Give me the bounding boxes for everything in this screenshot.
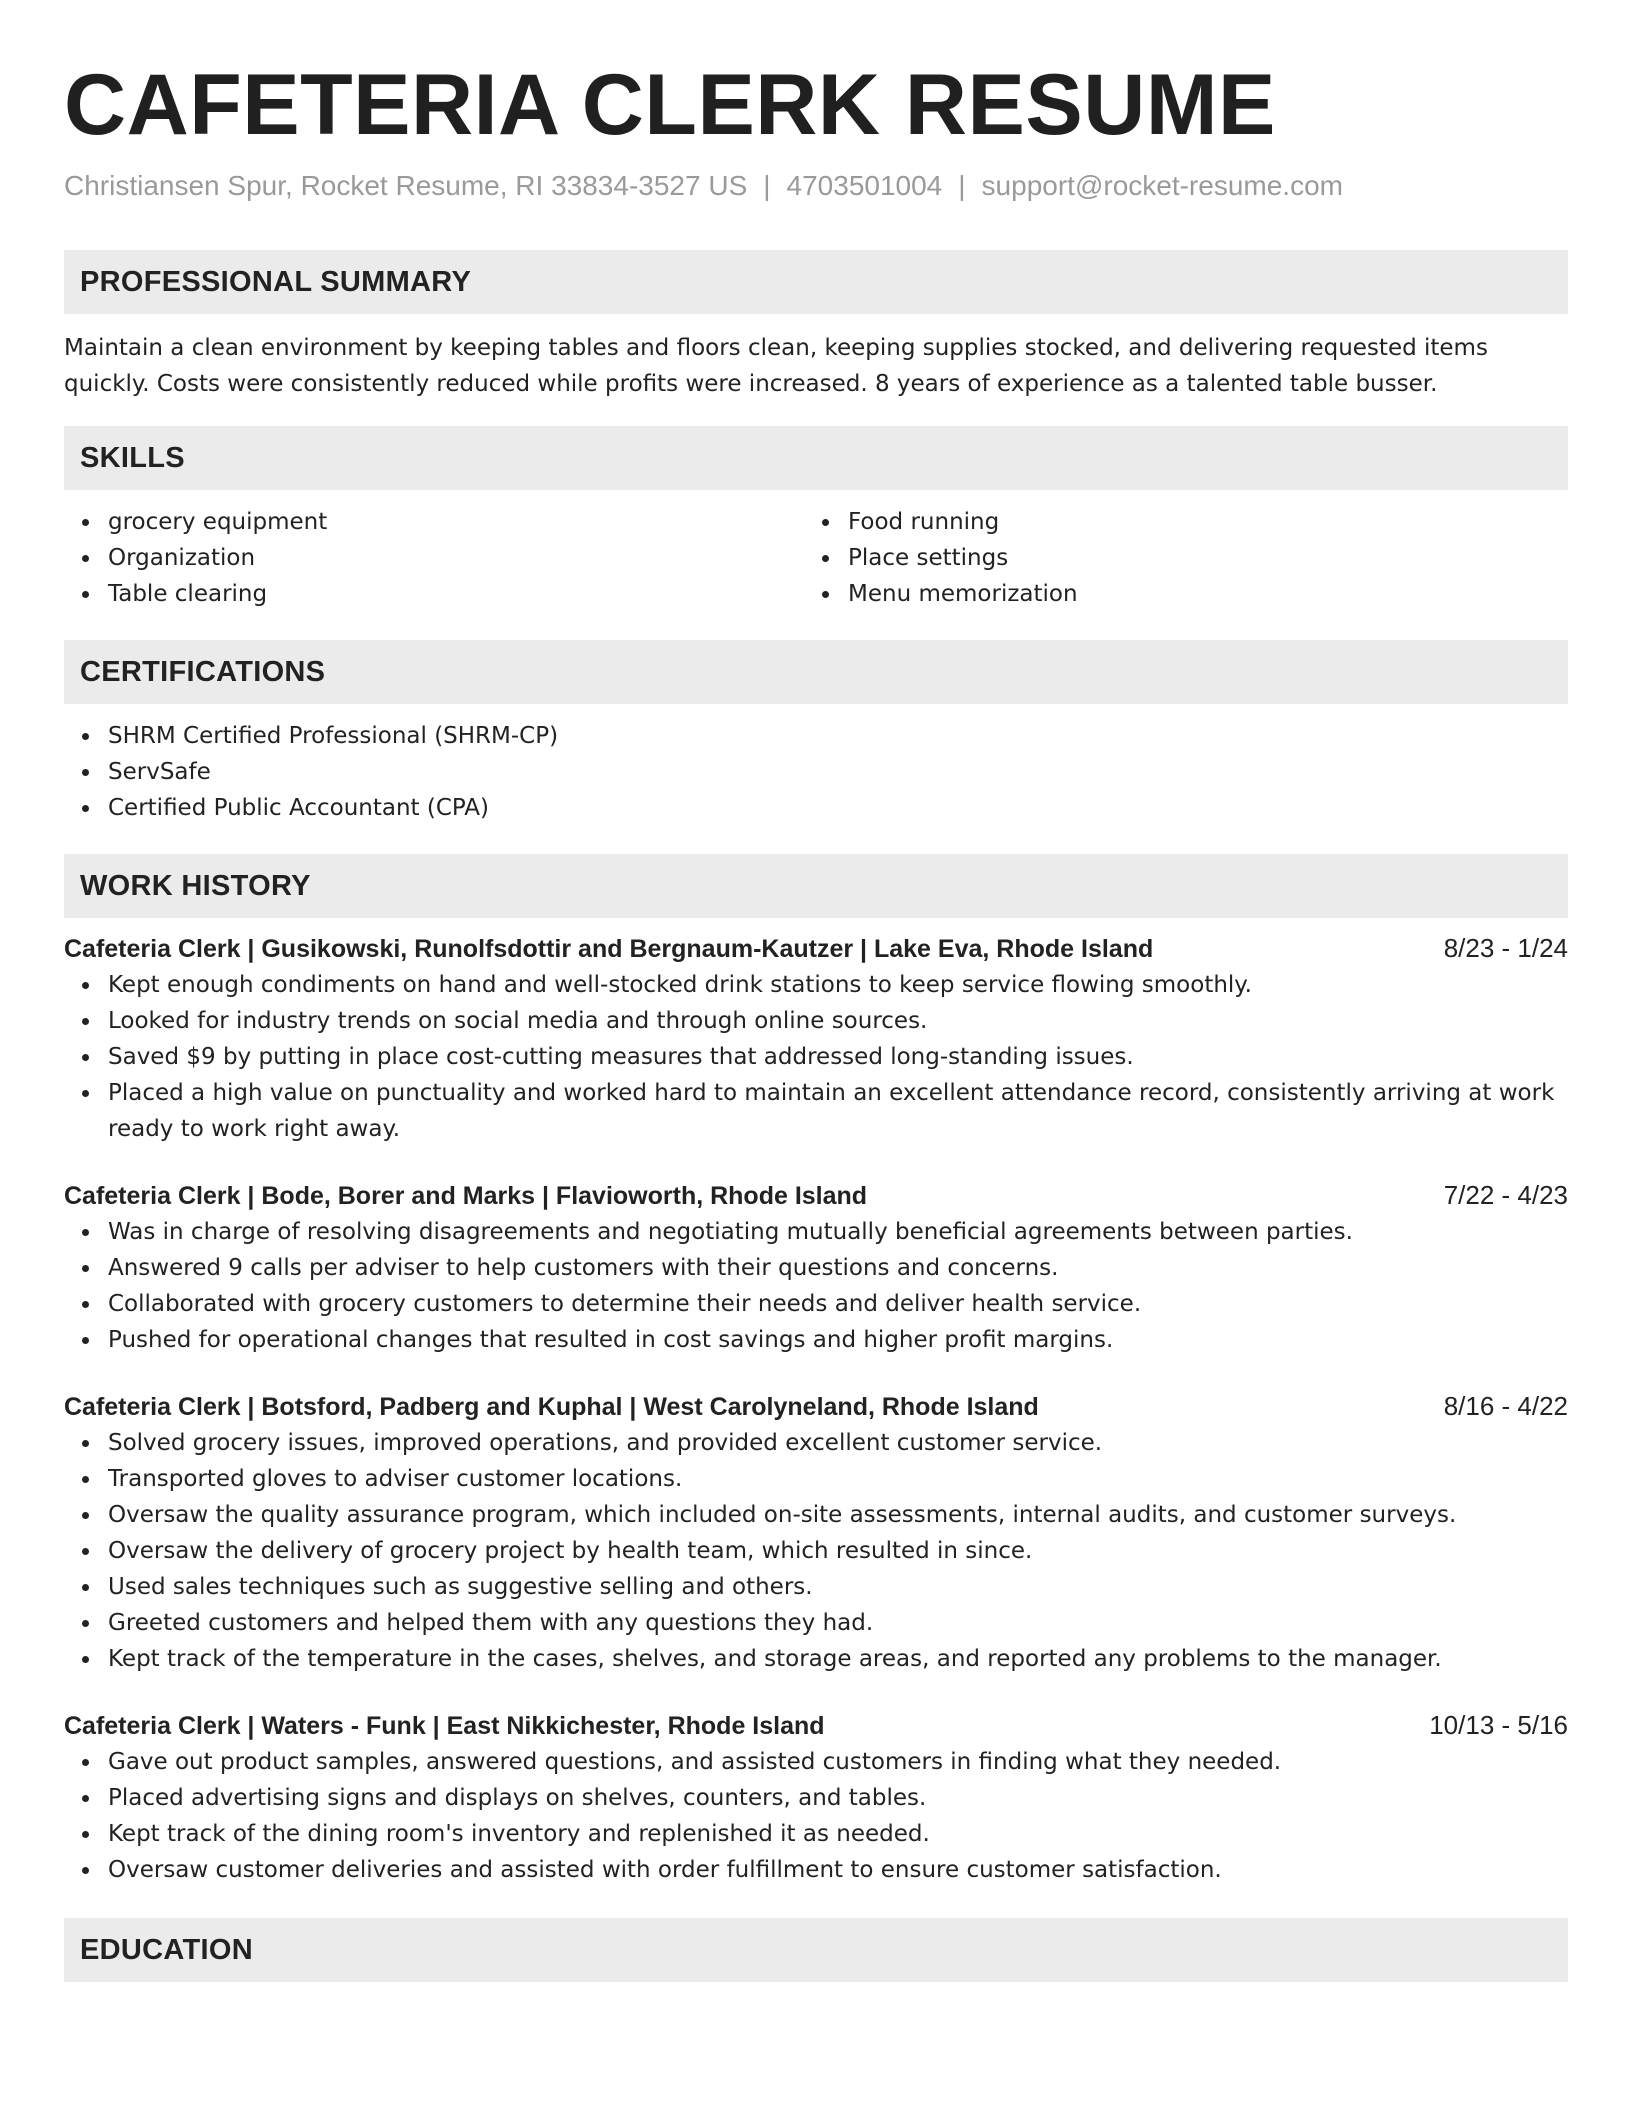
- job-bullet: Collaborated with grocery customers to determine their needs and deliver health service.: [64, 1286, 1568, 1322]
- job-entry: [64, 1707, 1568, 1888]
- certification-item: Certified Public Accountant (CPA): [64, 790, 1568, 826]
- job-bullet: Pushed for operational changes that resulted in cost savings and higher profit margins.: [64, 1322, 1568, 1358]
- contact-phone: 4703501004: [786, 170, 943, 201]
- job-dates: 7/22 - 4/23: [1443, 1180, 1568, 1210]
- job-bullet: Kept track of the dining room's inventory and replenished it as needed.: [64, 1816, 1568, 1852]
- job-heading: [64, 1388, 1568, 1425]
- job-bullet: Looked for industry trends on social media and through online sources.: [64, 1003, 1568, 1039]
- job-bullets: [64, 1425, 1568, 1677]
- job-bullet: Answered 9 calls per adviser to help customers with their questions and concerns.: [64, 1250, 1568, 1286]
- summary-text: Maintain a clean environment by keeping tables and floors clean, keeping supplies stocked, and delivering requested items quickly. Costs were consistently reduced while profits were increased. 8 years of experience as a talented table busser.: [64, 335, 1488, 397]
- certification-item: ServSafe: [64, 754, 1568, 790]
- contact-separator: |: [763, 170, 771, 201]
- skill-item: Place settings: [804, 540, 1564, 576]
- resume-title: CAFETERIA CLERK RESUME: [64, 57, 1276, 153]
- skills-column-left: [64, 504, 804, 612]
- job-bullet: Placed advertising signs and displays on shelves, counters, and tables.: [64, 1780, 1568, 1816]
- job-bullets: [64, 1214, 1568, 1358]
- skill-item: Menu memorization: [804, 576, 1564, 612]
- job-bullet: Was in charge of resolving disagreements and negotiating mutually beneficial agreements between parties.: [64, 1214, 1568, 1250]
- job-bullet: Oversaw the delivery of grocery project by health team, which resulted in since.: [64, 1533, 1568, 1569]
- job-entry: [64, 930, 1568, 1147]
- job-title: Cafeteria Clerk | Bode, Borer and Marks | Flavioworth, Rhode Island: [64, 1182, 868, 1210]
- skill-item: Organization: [64, 540, 804, 576]
- certification-item: SHRM Certified Professional (SHRM-CP): [64, 718, 1568, 754]
- job-title: Cafeteria Clerk | Botsford, Padberg and Kuphal | West Carolyneland, Rhode Island: [64, 1393, 1039, 1421]
- skill-item: Table clearing: [64, 576, 804, 612]
- job-bullet: Gave out product samples, answered questions, and assisted customers in finding what they needed.: [64, 1744, 1568, 1780]
- job-bullet: Greeted customers and helped them with any questions they had.: [64, 1605, 1568, 1641]
- job-bullets: [64, 967, 1568, 1147]
- job-bullet: Used sales techniques such as suggestive selling and others.: [64, 1569, 1568, 1605]
- job-bullet: Saved $9 by putting in place cost-cutting measures that addressed long-standing issues.: [64, 1039, 1568, 1075]
- job-bullets: [64, 1744, 1568, 1888]
- job-title: Cafeteria Clerk | Waters - Funk | East Nikkichester, Rhode Island: [64, 1712, 825, 1740]
- section-header-skills: SKILLS: [64, 426, 1568, 490]
- certifications-list: [64, 718, 1568, 826]
- job-bullet: Oversaw customer deliveries and assisted with order fulfillment to ensure customer satisfaction.: [64, 1852, 1568, 1888]
- job-dates: 8/23 - 1/24: [1443, 933, 1568, 963]
- skill-item: Food running: [804, 504, 1564, 540]
- contact-line: [64, 170, 1568, 202]
- section-header-certifications: CERTIFICATIONS: [64, 640, 1568, 704]
- skills-list: [64, 504, 1568, 612]
- job-bullet: Transported gloves to adviser customer locations.: [64, 1461, 1568, 1497]
- job-title: Cafeteria Clerk | Gusikowski, Runolfsdottir and Bergnaum-Kautzer | Lake Eva, Rhode Island: [64, 935, 1154, 963]
- job-dates: 10/13 - 5/16: [1429, 1710, 1568, 1740]
- job-heading: [64, 930, 1568, 967]
- job-entry: [64, 1388, 1568, 1677]
- skill-item: grocery equipment: [64, 504, 804, 540]
- job-bullet: Oversaw the quality assurance program, which included on-site assessments, internal audits, and customer surveys.: [64, 1497, 1568, 1533]
- section-header-professional-summary: PROFESSIONAL SUMMARY: [64, 250, 1568, 314]
- job-bullet: Solved grocery issues, improved operations, and provided excellent customer service.: [64, 1425, 1568, 1461]
- job-heading: [64, 1177, 1568, 1214]
- contact-separator: |: [958, 170, 966, 201]
- job-bullet: Kept enough condiments on hand and well-stocked drink stations to keep service flowing smoothly.: [64, 967, 1568, 1003]
- job-bullet: Kept track of the temperature in the cases, shelves, and storage areas, and reported any problems to the manager.: [64, 1641, 1568, 1677]
- contact-address: Christiansen Spur, Rocket Resume, RI 33834-3527 US: [64, 170, 748, 201]
- section-header-work-history: WORK HISTORY: [64, 854, 1568, 918]
- skills-column-right: [804, 504, 1564, 612]
- job-dates: 8/16 - 4/22: [1443, 1391, 1568, 1421]
- section-header-education: EDUCATION: [64, 1918, 1568, 1982]
- contact-email: support@rocket-resume.com: [981, 170, 1343, 201]
- job-heading: [64, 1707, 1568, 1744]
- job-bullet: Placed a high value on punctuality and worked hard to maintain an excellent attendance record, consistently arriving at work ready to work right away.: [64, 1075, 1568, 1147]
- job-entry: [64, 1177, 1568, 1358]
